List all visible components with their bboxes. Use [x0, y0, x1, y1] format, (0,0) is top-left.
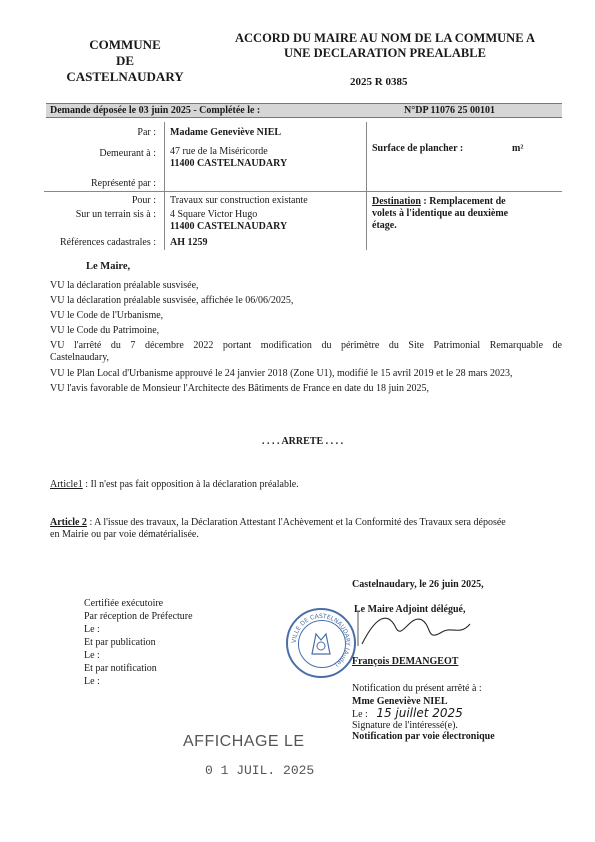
article-2-text-1: : A l'issue des travaux, la Déclaration Attestant l'Achèvement et la Conformité des Travaux sera déposée [86, 517, 506, 528]
application-date: Demande déposée le 03 juin 2025 - Complétée le : [50, 105, 261, 116]
notification-date-handwritten: 15 juillet 2025 [376, 706, 463, 720]
terrain-value-1: 4 Square Victor Hugo [170, 209, 258, 220]
vu-line: VU l'avis favorable de Monsieur l'Architecte des Bâtiments de France en date du 18 juin 2025, [50, 383, 430, 394]
title-line-2: UNE DECLARATION PREALABLE [284, 46, 486, 60]
considerations [50, 280, 562, 398]
commune-line-2: DE [115, 53, 135, 68]
certification-line: Par réception de Préfecture [84, 611, 193, 622]
application-number: N°DP 11076 25 00101 [404, 105, 495, 116]
stamp-seal-icon [288, 610, 354, 676]
commune-name [50, 37, 200, 85]
represente-label: Représenté par : [91, 178, 156, 189]
article-2-text-2: en Mairie ou par voie dématérialisée. [50, 529, 199, 540]
official-stamp [286, 608, 356, 678]
commune-line-1: COMMUNE [89, 37, 161, 52]
demeurant-value-2: 11400 CASTELNAUDARY [170, 158, 288, 169]
vu-line: VU la déclaration préalable susvisée, affichée le 06/06/2025, [50, 295, 294, 306]
references-value: AH 1259 [170, 237, 208, 248]
terrain-label: Sur un terrain sis à : [75, 209, 156, 220]
destination-label: Destination [372, 196, 421, 207]
commune-line-3: CASTELNAUDARY [66, 69, 184, 84]
table-divider-left [164, 122, 165, 250]
surface-unit: m² [512, 143, 524, 154]
certification-block [84, 598, 193, 689]
notification-line-5: Notification par voie électronique [352, 731, 495, 742]
vu-line: VU le Plan Local d'Urbanisme approuvé le 24 janvier 2018 (Zone U1), modifié le 15 avril 2019 et le 28 mars 2023, [50, 368, 513, 379]
certification-line: Et par publication [84, 637, 156, 648]
surface-label: Surface de plancher : [372, 143, 464, 154]
destination [372, 196, 552, 208]
certification-line: Le : [84, 650, 100, 661]
terrain-value-2: 11400 CASTELNAUDARY [170, 221, 288, 232]
notification-line-3 [352, 707, 463, 721]
le-maire: Le Maire, [86, 261, 131, 272]
article-2 [50, 517, 562, 541]
notification-line-4: Signature de l'intéressé(e). [352, 720, 458, 731]
vu-line: VU l'arrêté du 7 décembre 2022 portant modification du périmètre du Site Patrimonial Remarquable de [50, 340, 562, 351]
affichage-label: AFFICHAGE LE [183, 733, 305, 750]
table-divider-right [366, 122, 367, 250]
demeurant-value-1: 47 rue de la Miséricorde [170, 146, 268, 157]
signatory-name: François DEMANGEOT [352, 656, 459, 667]
pour-value: Travaux sur construction existante [170, 195, 308, 206]
destination-value-3: étage. [372, 220, 397, 231]
handwritten-signature-icon [356, 606, 476, 651]
affichage-date: 0 1 JUIL. 2025 [205, 763, 315, 778]
par-label: Par : [137, 127, 156, 138]
vu-line: VU le Code de l'Urbanisme, [50, 310, 164, 321]
certification-line: Et par notification [84, 663, 157, 674]
title-line-1: ACCORD DU MAIRE AU NOM DE LA COMMUNE A [235, 31, 535, 45]
article-1 [50, 479, 299, 491]
place-date: Castelnaudary, le 26 juin 2025, [352, 579, 484, 590]
arrete-heading: . . . . ARRETE . . . . [262, 436, 344, 447]
references-label: Références cadastrales : [59, 237, 156, 248]
vu-line: VU le Code du Patrimoine, [50, 325, 160, 336]
vu-line: VU la déclaration préalable susvisée, [50, 280, 199, 291]
certification-line: Le : [84, 624, 100, 635]
destination-value-2: volets à l'identique au deuxième [372, 208, 509, 219]
notification-line-1: Notification du présent arrêté à : [352, 683, 482, 694]
application-band [46, 103, 562, 118]
demeurant-label: Demeurant à : [99, 148, 156, 159]
article-1-text: : Il n'est pas fait opposition à la déclaration préalable. [82, 479, 299, 490]
article-1-label: Article1 [50, 479, 83, 490]
notification-line-2: Mme Geneviève NIEL [352, 696, 448, 707]
signatory-role: Le Maire Adjoint délégué, [354, 604, 466, 615]
article-2-label: Article 2 [50, 517, 87, 528]
vu-line: Castelnaudary, [50, 352, 110, 363]
certification-line: Le : [84, 676, 100, 687]
destination-value-1: : Remplacement de [420, 196, 506, 207]
document-title [220, 31, 550, 61]
certification-line: Certifiée exécutoire [84, 598, 164, 609]
pour-label: Pour : [131, 195, 156, 206]
notification-date-label: Le : [352, 709, 368, 720]
reference-number: 2025 R 0385 [350, 76, 408, 88]
par-value: Madame Geneviève NIEL [170, 127, 282, 138]
table-rule [44, 191, 562, 192]
stamp-text: VILLE DE CASTELNAUDARY (Aude) [290, 612, 352, 669]
